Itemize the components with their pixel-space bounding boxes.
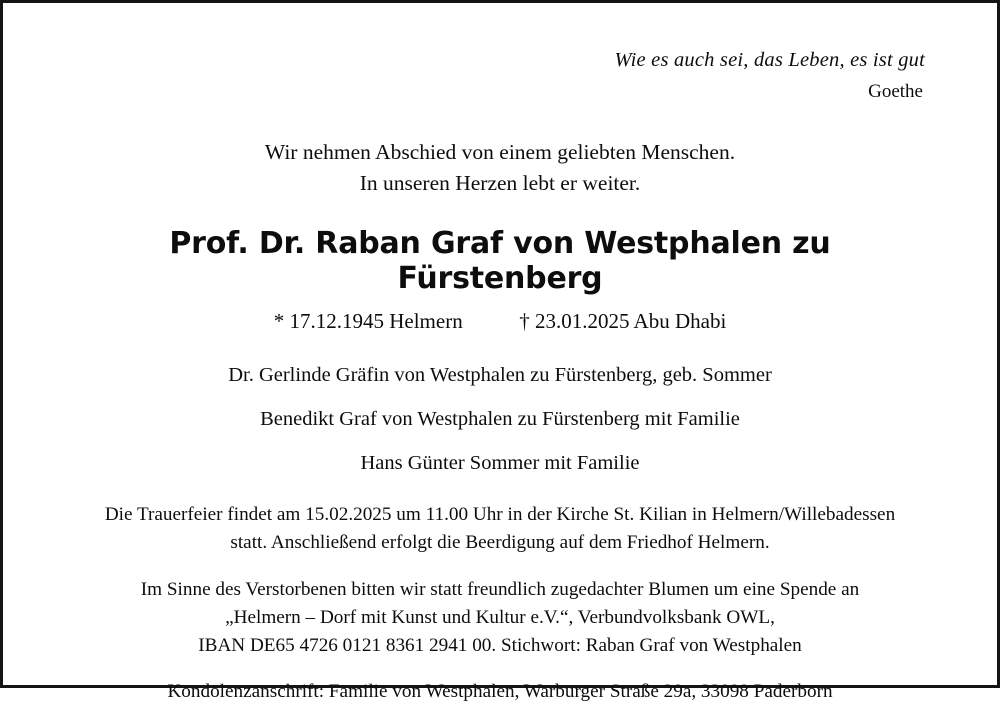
deceased-dates	[65, 309, 935, 334]
survivors-list	[65, 364, 935, 475]
intro-text	[65, 137, 935, 198]
intro-line-1: Wir nehmen Abschied von einem geliebten Menschen.	[264, 140, 736, 165]
quote-author: Goethe	[868, 80, 923, 102]
quote-block	[65, 47, 925, 105]
details-section	[65, 501, 935, 706]
donation-line-2: „Helmern – Dorf mit Kunst und Kultur e.V.“, Verbundvolksbank OWL,	[225, 606, 775, 628]
service-line-1: Die Trauerfeier findet am 15.02.2025 um 11.00 Uhr in der Kirche St. Kilian in Helmern/Willebadessen	[104, 504, 896, 526]
birth-date: * 17.12.1945 Helmern	[273, 309, 463, 334]
survivor-item: Hans Günter Sommer mit Familie	[360, 452, 640, 475]
donation-line-1: Im Sinne des Verstorbenen bitten wir statt freundlich zugedachter Blumen um eine Spende an	[140, 578, 860, 600]
donation-line-3: IBAN DE65 4726 0121 8361 2941 00. Stichwort: Raban Graf von Westphalen	[198, 634, 802, 656]
service-line-2: statt. Anschließend erfolgt die Beerdigung auf dem Friedhof Helmern.	[230, 532, 770, 554]
donation-info	[65, 576, 935, 660]
condolence-line-1: Kondolenzanschrift: Familie von Westphalen, Warburger Straße 29a, 33098 Paderborn	[167, 681, 833, 703]
death-date: † 23.01.2025 Abu Dhabi	[519, 309, 727, 334]
service-info	[65, 501, 935, 557]
deceased-name: Prof. Dr. Raban Graf von Westphalen zu Fürstenberg	[169, 226, 831, 297]
survivor-item: Dr. Gerlinde Gräfin von Westphalen zu Fürstenberg, geb. Sommer	[228, 364, 772, 387]
survivor-item: Benedikt Graf von Westphalen zu Fürstenberg mit Familie	[260, 408, 740, 431]
condolence-info	[65, 678, 935, 706]
intro-line-2: In unseren Herzen lebt er weiter.	[359, 170, 641, 195]
quote-text: Wie es auch sei, das Leben, es ist gut	[614, 49, 925, 71]
